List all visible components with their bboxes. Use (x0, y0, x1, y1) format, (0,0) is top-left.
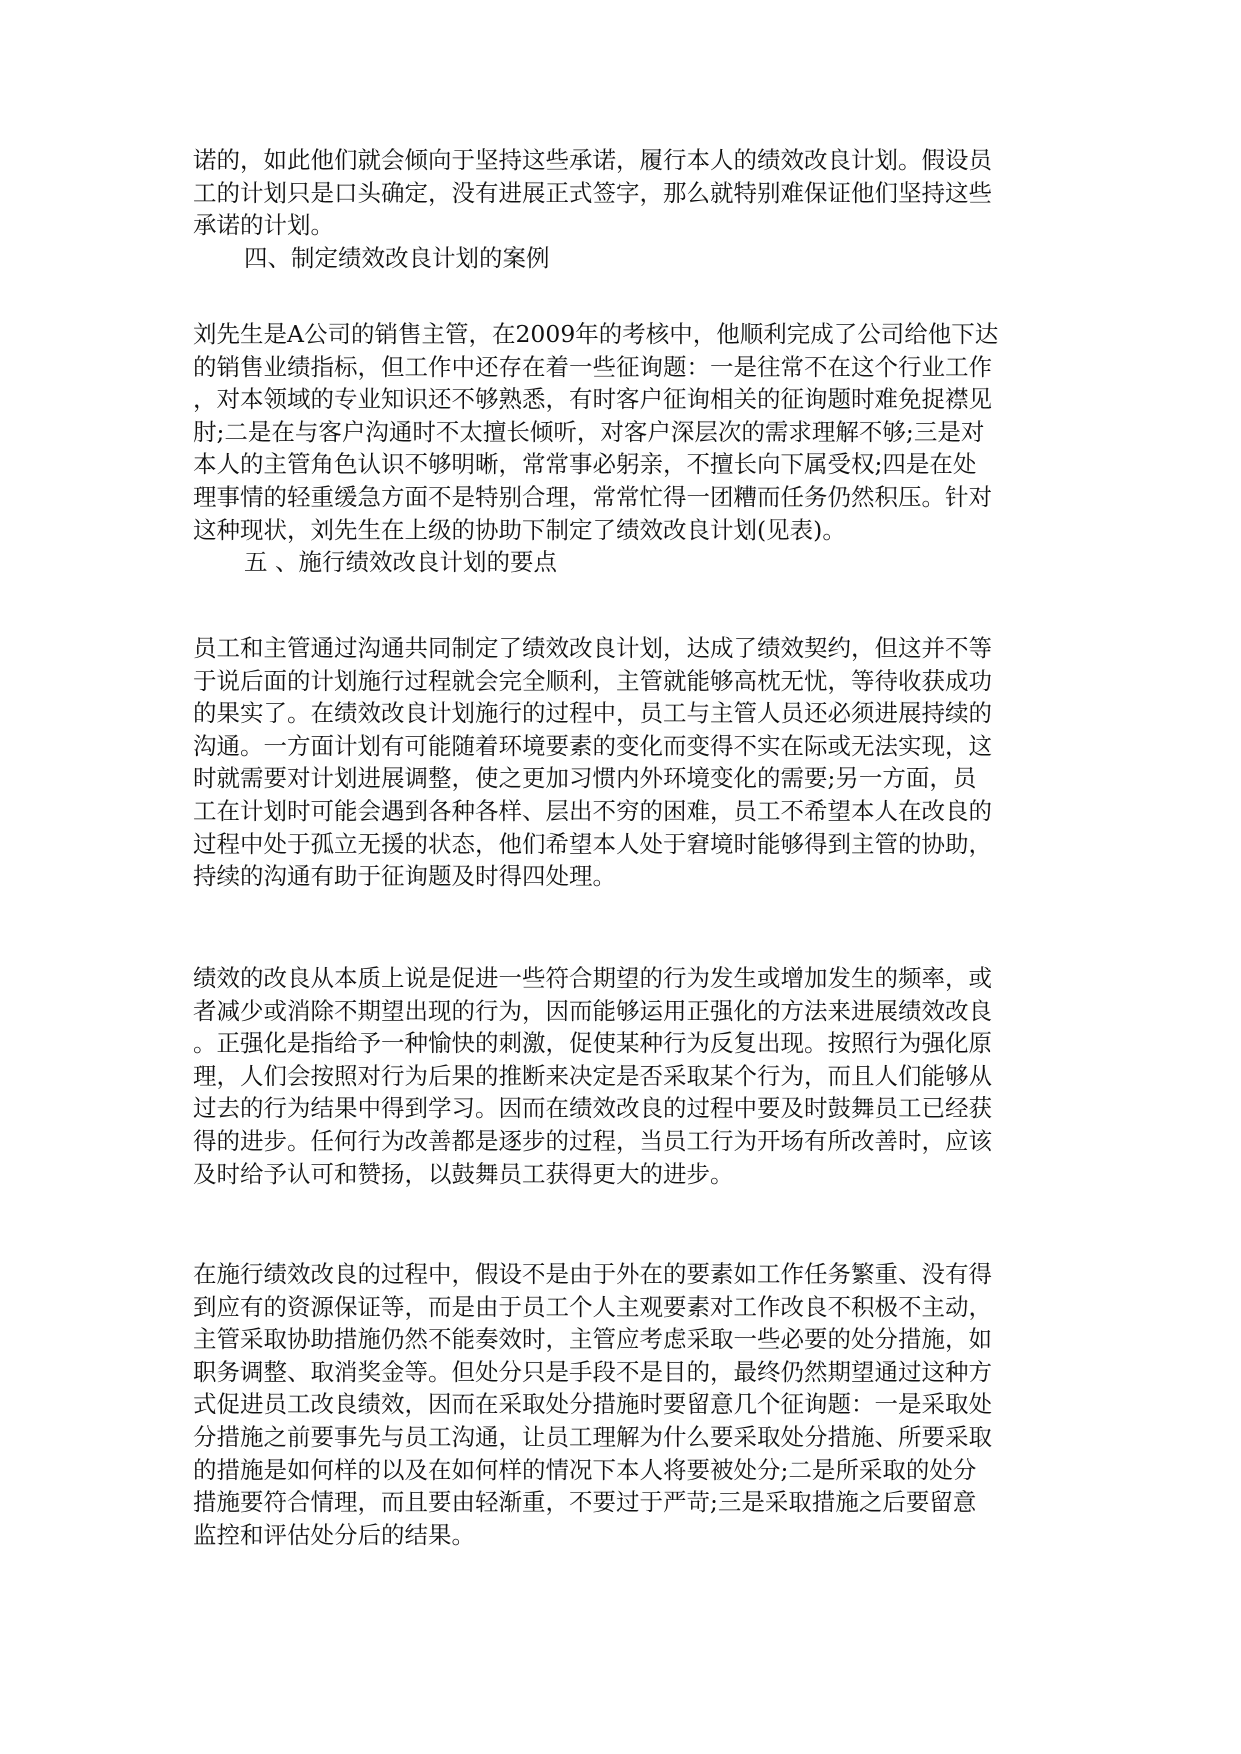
text-line: 的措施是如何样的以及在如何样的情况下本人将要被处分;二是所采取的处分 (193, 1455, 977, 1484)
text-line: 时就需要对计划进展调整，使之更加习惯内外环境变化的需要;另一方面，员 (193, 764, 977, 793)
text-line: 本人的主管角色认识不够明晰，常常事必躬亲，不擅长向下属受权;四是在处 (193, 450, 977, 479)
text-line: 绩效的改良从本质上说是促进一些符合期望的行为发生或增加发生的频率，或 (193, 964, 992, 992)
text-line: 工在计划时可能会遇到各种各样、层出不穷的困难，员工不希望本人在改良的 (193, 796, 992, 825)
text-line: 肘;二是在与客户沟通时不太擅长倾听，对客户深层次的需求理解不够;三是对 (193, 417, 985, 446)
text-line: 过程中处于孤立无援的状态，他们希望本人处于窘境时能够得到主管的协助， (193, 829, 992, 858)
text-line: 员工和主管通过沟通共同制定了绩效改良计划，达成了绩效契约，但这并不等 (193, 634, 992, 662)
text-line: 职务调整、取消奖金等。但处分只是手段不是目的，最终仍然期望通过这种方 (193, 1357, 992, 1386)
text-line: 诺的，如此他们就会倾向于坚持这些承诺，履行本人的绩效改良计划。假设员 (193, 146, 992, 174)
text-line: 得的进步。任何行为改善都是逐步的过程，当员工行为开场有所改善时，应该 (193, 1126, 992, 1155)
text-line: 者减少或消除不期望出现的行为，因而能够运用正强化的方法来进展绩效改良 (193, 996, 992, 1025)
text-line: 刘先生是A公司的销售主管，在2009年的考核中，他顺利完成了公司给他下达 (193, 320, 999, 348)
text-line: 在施行绩效改良的过程中，假设不是由于外在的要素如工作任务繁重、没有得 (193, 1260, 992, 1288)
text-line: 的果实了。在绩效改良计划施行的过程中，员工与主管人员还必须进展持续的 (193, 699, 992, 728)
text-line: 措施要符合情理，而且要由轻渐重，不要过于严苛;三是采取措施之后要留意 (193, 1488, 977, 1517)
text-line: 分措施之前要事先与员工沟通，让员工理解为什么要采取处分措施、所要采取 (193, 1422, 992, 1451)
text-line: 到应有的资源保证等，而是由于员工个人主观要素对工作改良不积极不主动， (193, 1292, 992, 1321)
paragraph-commitment (193, 144, 1053, 242)
text-line: 理，人们会按照对行为后果的推断来决定是否采取某个行为，而且人们能够从 (193, 1061, 992, 1090)
text-line: 过去的行为结果中得到学习。因而在绩效改良的过程中要及时鼓舞员工已经获 (193, 1094, 992, 1123)
text-line: 。正强化是指给予一种愉快的刺激，促使某种行为反复出现。按照行为强化原 (193, 1029, 992, 1058)
text-line: 承诺的计划。 (193, 211, 334, 240)
text-line: 沟通。一方面计划有可能随着环境要素的变化而变得不实在际或无法实现，这 (193, 731, 992, 760)
section-heading-4: 四、制定绩效改良计划的案例 (244, 244, 550, 272)
paragraph-discipline (193, 1258, 1053, 1551)
text-line: 理事情的轻重缓急方面不是特别合理，常常忙得一团糟而任务仍然积压。针对 (193, 482, 992, 511)
text-line: 及时给予认可和赞扬，以鼓舞员工获得更大的进步。 (193, 1159, 734, 1188)
paragraph-communication (193, 632, 1053, 893)
text-line: 的销售业绩指标，但工作中还存在着一些征询题：一是往常不在这个行业工作 (193, 352, 992, 381)
text-line: 工的计划只是口头确定，没有进展正式签字，那么就特别难保证他们坚持这些 (193, 178, 992, 207)
text-line: 于说后面的计划施行过程就会完全顺利，主管就能够高枕无忧，等待收获成功 (193, 666, 992, 695)
text-line: 监控和评估处分后的结果。 (193, 1520, 475, 1549)
paragraph-reinforcement (193, 962, 1053, 1190)
text-line: 这种现状，刘先生在上级的协助下制定了绩效改良计划(见表)。 (193, 515, 846, 544)
text-line: 式促进员工改良绩效，因而在采取处分措施时要留意几个征询题：一是采取处 (193, 1390, 992, 1419)
section-heading-5: 五 、施行绩效改良计划的要点 (244, 548, 557, 576)
text-line: ，对本领域的专业知识还不够熟悉，有时客户征询相关的征询题时难免捉襟见 (193, 385, 992, 414)
text-line: 主管采取协助措施仍然不能奏效时，主管应考虑采取一些必要的处分措施，如 (193, 1325, 992, 1354)
paragraph-case (193, 318, 1053, 546)
text-line: 持续的沟通有助于征询题及时得四处理。 (193, 862, 616, 891)
